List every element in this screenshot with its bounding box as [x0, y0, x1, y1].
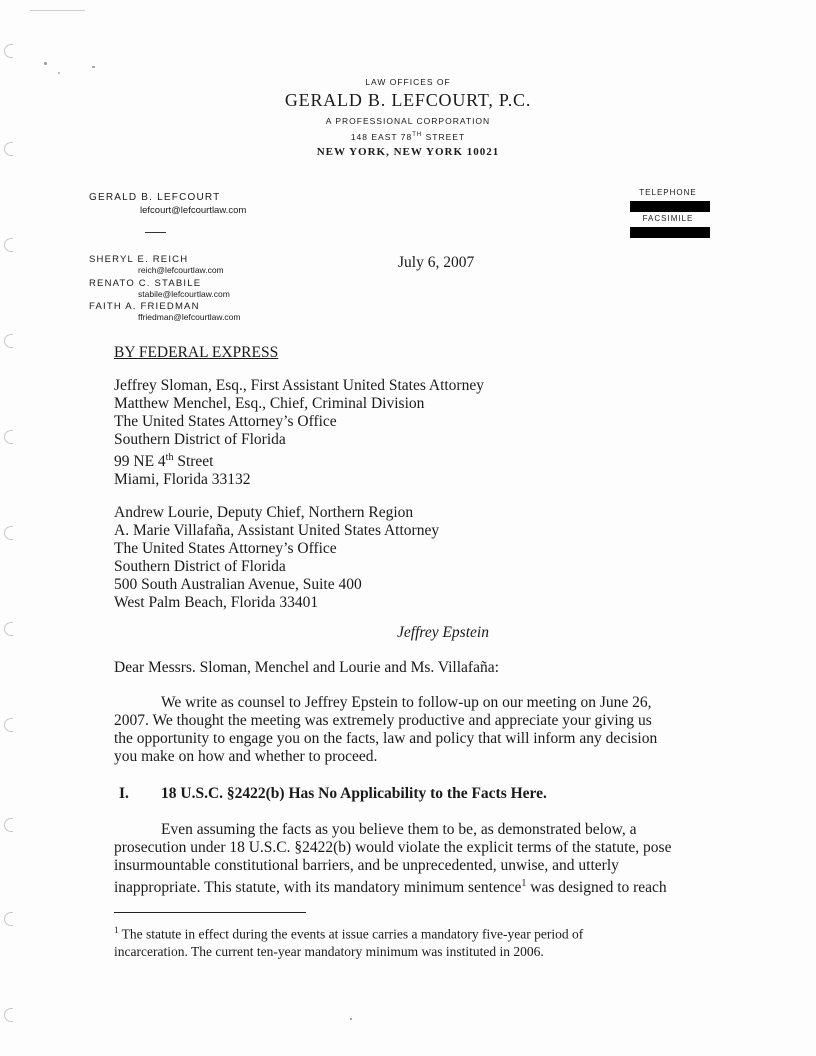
recipient-line: West Palm Beach, Florida 33401	[114, 594, 319, 611]
telephone-label: TELEPHONE	[639, 188, 697, 197]
attorney-email: ffriedman@lefcourtlaw.com	[138, 312, 241, 322]
scan-punch-mark	[4, 1008, 13, 1022]
recipients-block-2	[114, 504, 439, 612]
attorney-name: FAITH A. FRIEDMAN	[89, 301, 200, 312]
scan-punch-mark	[4, 718, 13, 732]
recipient-line: Andrew Lourie, Deputy Chief, Northern Region	[114, 504, 414, 521]
salutation: Dear Messrs. Sloman, Menchel and Lourie and Ms. Villafaña:	[114, 659, 499, 676]
scan-punch-mark	[4, 238, 13, 252]
principal-attorney-email: lefcourt@lefcourtlaw.com	[140, 205, 247, 216]
scan-punch-mark	[4, 622, 13, 636]
section-heading: 18 U.S.C. §2422(b) Has No Applicability to the Facts Here.	[161, 785, 547, 802]
attorney-email: reich@lefcourtlaw.com	[138, 265, 224, 275]
paragraph-line: insurmountable constitutional barriers, and be unprecedented, unwise, and utterly	[114, 857, 619, 874]
paragraph-line: the opportunity to engage you on the facts, law and policy that will inform any decision	[114, 730, 658, 747]
firm-city: NEW YORK, NEW YORK 10021	[316, 146, 500, 158]
scan-punch-mark	[4, 526, 13, 540]
firm-name: GERALD B. LEFCOURT, P.C.	[284, 90, 532, 110]
paragraph-line: inappropriate. This statute, with its mandatory minimum sentence$^1$ was designed to reach	[114, 878, 667, 897]
firm-type: A PROFESSIONAL CORPORATION	[325, 116, 491, 126]
recipient-line: Southern District of Florida	[114, 431, 286, 448]
footnote-marker: 1	[114, 925, 119, 935]
recipient-line: The United States Attorney’s Office	[114, 413, 337, 430]
recipient-line: 500 South Australian Avenue, Suite 400	[114, 576, 362, 593]
attorney-name: RENATO C. STABILE	[89, 278, 202, 289]
attorney-name: SHERYL E. REICH	[89, 254, 189, 265]
paragraph-intro	[114, 694, 714, 766]
telephone-redaction	[630, 201, 710, 212]
paragraph-line: 2007. We thought the meeting was extremely productive and appreciate your giving us	[114, 712, 652, 729]
footnote-line: incarceration. The current ten-year mandatory minimum was instituted in 2006.	[114, 943, 544, 959]
recipient-line: 99 NE 4th Street	[114, 452, 214, 471]
recipient-line: Southern District of Florida	[114, 558, 286, 575]
firm-street-address: 148 EAST 78TH STREET	[350, 132, 466, 142]
scan-speck	[350, 1018, 352, 1020]
scan-speck	[92, 66, 95, 68]
scan-punch-mark	[4, 334, 13, 348]
paragraph-line: prosecution under 18 U.S.C. §2422(b) would violate the explicit terms of the statute, pose	[114, 839, 672, 856]
delivery-method: BY FEDERAL EXPRESS	[114, 344, 279, 361]
recipient-line: A. Marie Villafaña, Assistant United States Attorney	[114, 522, 440, 539]
recipient-line: Miami, Florida 33132	[114, 471, 251, 489]
scan-artifact-line	[30, 10, 85, 11]
letter-date: July 6, 2007	[398, 254, 475, 271]
principal-attorney-name: GERALD B. LEFCOURT	[89, 192, 221, 203]
law-offices-label: LAW OFFICES OF	[365, 77, 451, 87]
attorney-email: stabile@lefcourtlaw.com	[138, 289, 230, 299]
paragraph-line: We write as counsel to Jeffrey Epstein to follow-up on our meeting on June 26,	[161, 694, 652, 711]
footnote-rule	[114, 912, 306, 913]
paragraph-line: you make on how and whether to proceed.	[114, 748, 378, 765]
paragraph-section-1	[114, 821, 714, 897]
scan-punch-mark	[4, 912, 13, 926]
scan-speck	[44, 62, 47, 65]
recipient-line: Matthew Menchel, Esq., Chief, Criminal Division	[114, 395, 425, 412]
recipient-line: The United States Attorney’s Office	[114, 540, 337, 557]
recipient-line: Jeffrey Sloman, Esq., First Assistant United States Attorney	[114, 377, 484, 394]
attorney-divider	[145, 232, 166, 233]
footnote	[114, 922, 714, 960]
recipients-block-1	[114, 377, 484, 489]
facsimile-label: FACSIMILE	[642, 214, 694, 223]
facsimile-redaction	[630, 227, 710, 238]
footnote-line: $^1$ The statute in effect during the events at issue carries a mandatory five-year period of	[114, 925, 584, 942]
section-number: I.	[119, 785, 129, 802]
scan-speck	[58, 72, 60, 74]
re-line: Jeffrey Epstein	[397, 624, 489, 641]
paragraph-line: Even assuming the facts as you believe them to be, as demonstrated below, a	[161, 821, 637, 838]
scan-punch-mark	[4, 44, 13, 58]
scan-punch-mark	[4, 818, 13, 832]
scan-punch-mark	[4, 430, 13, 444]
